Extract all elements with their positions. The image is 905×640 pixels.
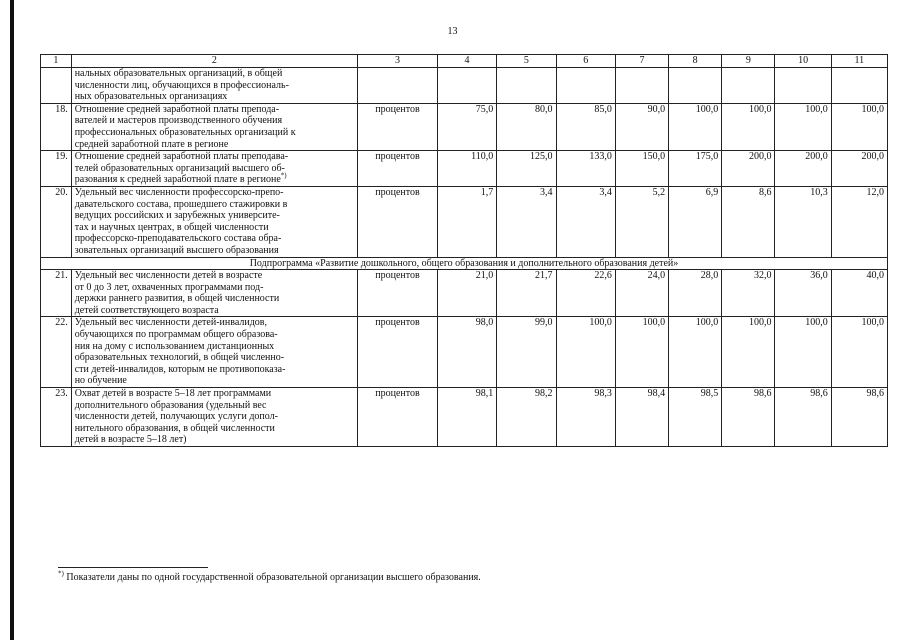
indicator-line: ведущих российских и зарубежных университе-	[74, 210, 280, 222]
value-cell: 200,0	[722, 151, 775, 187]
row-number: 22.	[41, 317, 72, 388]
indicator-line: профессиональных образовательных организаций к	[74, 126, 296, 138]
indicators-table	[40, 54, 888, 447]
footnote-text: Показатели даны по одной государственной образовательной организации высшего образования.	[63, 572, 481, 583]
table-header-row	[41, 55, 888, 68]
value-cell: 21,7	[497, 270, 556, 317]
value-cell: 100,0	[775, 103, 831, 150]
column-header: 8	[669, 55, 722, 68]
column-header: 11	[831, 55, 887, 68]
column-header: 10	[775, 55, 831, 68]
row-number	[41, 68, 72, 104]
value-cell: 3,4	[497, 186, 556, 257]
section-title: Подпрограмма «Развитие дошкольного, общего образования и дополнительного образования детей»	[41, 257, 888, 270]
column-header: 3	[358, 55, 438, 68]
value-cell	[722, 68, 775, 104]
unit-cell: процентов	[358, 151, 438, 187]
indicator-line: нительного образования, в общей численности	[74, 422, 275, 434]
footnote-marker: *)	[58, 569, 64, 578]
indicator-text	[71, 186, 357, 257]
indicator-line: численности детей, получающих услуги допол-	[74, 411, 278, 423]
indicator-text	[71, 388, 357, 447]
value-cell: 98,6	[831, 388, 887, 447]
value-cell: 3,4	[556, 186, 615, 257]
value-cell: 98,1	[437, 388, 496, 447]
row-number: 18.	[41, 103, 72, 150]
value-cell: 100,0	[831, 103, 887, 150]
value-cell: 90,0	[615, 103, 668, 150]
indicator-line: образовательных технологий, в общей численно-	[74, 352, 285, 364]
value-cell: 98,6	[775, 388, 831, 447]
indicator-line: Охват детей в возрасте 5–18 лет программами	[74, 388, 272, 400]
indicator-line: численности лиц, обучающихся в профессиональ-	[74, 79, 289, 91]
value-cell: 21,0	[437, 270, 496, 317]
indicator-line: Отношение средней заработной платы препода-	[74, 103, 280, 115]
value-cell	[669, 68, 722, 104]
indicator-line: но обучение	[74, 375, 127, 387]
value-cell: 6,9	[669, 186, 722, 257]
indicator-line: дополнительного образования (удельный вес	[74, 399, 267, 411]
value-cell	[615, 68, 668, 104]
indicator-text	[71, 317, 357, 388]
value-cell: 98,4	[615, 388, 668, 447]
value-cell	[556, 68, 615, 104]
indicator-line: разования к средней заработной плате в регионе	[74, 174, 281, 186]
column-header: 6	[556, 55, 615, 68]
indicator-line: средней заработной плате в регионе	[74, 138, 229, 150]
footnote-divider	[58, 567, 208, 568]
unit-cell: процентов	[358, 388, 438, 447]
value-cell: 200,0	[831, 151, 887, 187]
footnote	[58, 569, 481, 583]
column-header: 9	[722, 55, 775, 68]
indicator-line: от 0 до 3 лет, охваченных программами под-	[74, 281, 264, 293]
unit-cell: процентов	[358, 186, 438, 257]
value-cell	[775, 68, 831, 104]
table-row	[41, 68, 888, 104]
value-cell: 110,0	[437, 151, 496, 187]
row-number: 20.	[41, 186, 72, 257]
table-row	[41, 317, 888, 388]
row-number: 21.	[41, 270, 72, 317]
indicator-line: детей соответствующего возраста	[74, 304, 219, 316]
value-cell: 100,0	[775, 317, 831, 388]
indicator-line: сти детей-инвалидов, которым не противопоказа-	[74, 363, 286, 375]
value-cell: 100,0	[556, 317, 615, 388]
row-number: 19.	[41, 151, 72, 187]
value-cell: 40,0	[831, 270, 887, 317]
value-cell: 100,0	[722, 103, 775, 150]
indicator-line: ния на дому с использованием дистанционных	[74, 340, 275, 352]
value-cell: 75,0	[437, 103, 496, 150]
value-cell	[831, 68, 887, 104]
value-cell: 150,0	[615, 151, 668, 187]
row-number: 23.	[41, 388, 72, 447]
table-body	[41, 68, 888, 447]
value-cell: 100,0	[669, 317, 722, 388]
value-cell: 36,0	[775, 270, 831, 317]
indicator-line: Удельный вес численности детей в возрасте	[74, 270, 263, 282]
value-cell: 98,3	[556, 388, 615, 447]
indicator-line: телей образовательных организаций высшего об-	[74, 162, 285, 174]
value-cell: 100,0	[669, 103, 722, 150]
value-cell: 10,3	[775, 186, 831, 257]
indicator-line: держки раннего развития, в общей численности	[74, 293, 280, 305]
value-cell: 200,0	[775, 151, 831, 187]
value-cell: 175,0	[669, 151, 722, 187]
table-row	[41, 103, 888, 150]
value-cell: 98,2	[497, 388, 556, 447]
scan-edge-bar	[10, 0, 14, 640]
value-cell	[497, 68, 556, 104]
indicator-line: Отношение средней заработной платы преподава-	[74, 151, 289, 163]
value-cell: 100,0	[615, 317, 668, 388]
indicator-text	[71, 151, 357, 187]
indicator-line: ных образовательных организациях	[74, 91, 228, 103]
indicator-text	[71, 68, 357, 104]
page-number: 13	[447, 26, 458, 37]
unit-cell: процентов	[358, 103, 438, 150]
value-cell: 8,6	[722, 186, 775, 257]
indicator-line: нальных образовательных организаций, в общей	[74, 68, 283, 79]
column-header: 2	[71, 55, 357, 68]
indicator-text	[71, 103, 357, 150]
value-cell: 80,0	[497, 103, 556, 150]
column-header: 4	[437, 55, 496, 68]
value-cell: 100,0	[722, 317, 775, 388]
unit-cell	[358, 68, 438, 104]
value-cell: 24,0	[615, 270, 668, 317]
indicator-line: Удельный вес численности детей-инвалидов,	[74, 317, 268, 329]
indicator-line-with-note	[75, 174, 354, 186]
footnote-ref: *)	[280, 172, 287, 181]
value-cell: 98,5	[669, 388, 722, 447]
value-cell: 12,0	[831, 186, 887, 257]
value-cell: 1,7	[437, 186, 496, 257]
value-cell: 98,0	[437, 317, 496, 388]
value-cell: 28,0	[669, 270, 722, 317]
column-header: 1	[41, 55, 72, 68]
value-cell: 133,0	[556, 151, 615, 187]
indicator-text	[71, 270, 357, 317]
indicator-line: Удельный вес численности профессорско-препо-	[74, 186, 284, 198]
table-row	[41, 270, 888, 317]
table-row	[41, 151, 888, 187]
value-cell: 22,6	[556, 270, 615, 317]
value-cell: 5,2	[615, 186, 668, 257]
table-row	[41, 388, 888, 447]
unit-cell: процентов	[358, 270, 438, 317]
indicator-line: давательского состава, прошедшего стажировки в	[74, 198, 288, 210]
column-header: 5	[497, 55, 556, 68]
table-row	[41, 186, 888, 257]
value-cell: 98,6	[722, 388, 775, 447]
indicator-line: обучающихся по программам общего образова-	[74, 329, 278, 341]
indicator-line: тах и научных центрах, в общей численности	[74, 221, 269, 233]
unit-cell: процентов	[358, 317, 438, 388]
value-cell	[437, 68, 496, 104]
value-cell: 125,0	[497, 151, 556, 187]
indicator-line: детей в возрасте 5–18 лет)	[74, 434, 187, 446]
indicator-line: профессорско-преподавательского состава обра-	[74, 233, 282, 245]
indicator-line: вателей и мастеров производственного обучения	[74, 115, 283, 127]
indicator-line: зовательных организаций высшего образования	[74, 244, 279, 256]
column-header: 7	[615, 55, 668, 68]
section-row	[41, 257, 888, 270]
value-cell: 85,0	[556, 103, 615, 150]
value-cell: 100,0	[831, 317, 887, 388]
value-cell: 32,0	[722, 270, 775, 317]
value-cell: 99,0	[497, 317, 556, 388]
